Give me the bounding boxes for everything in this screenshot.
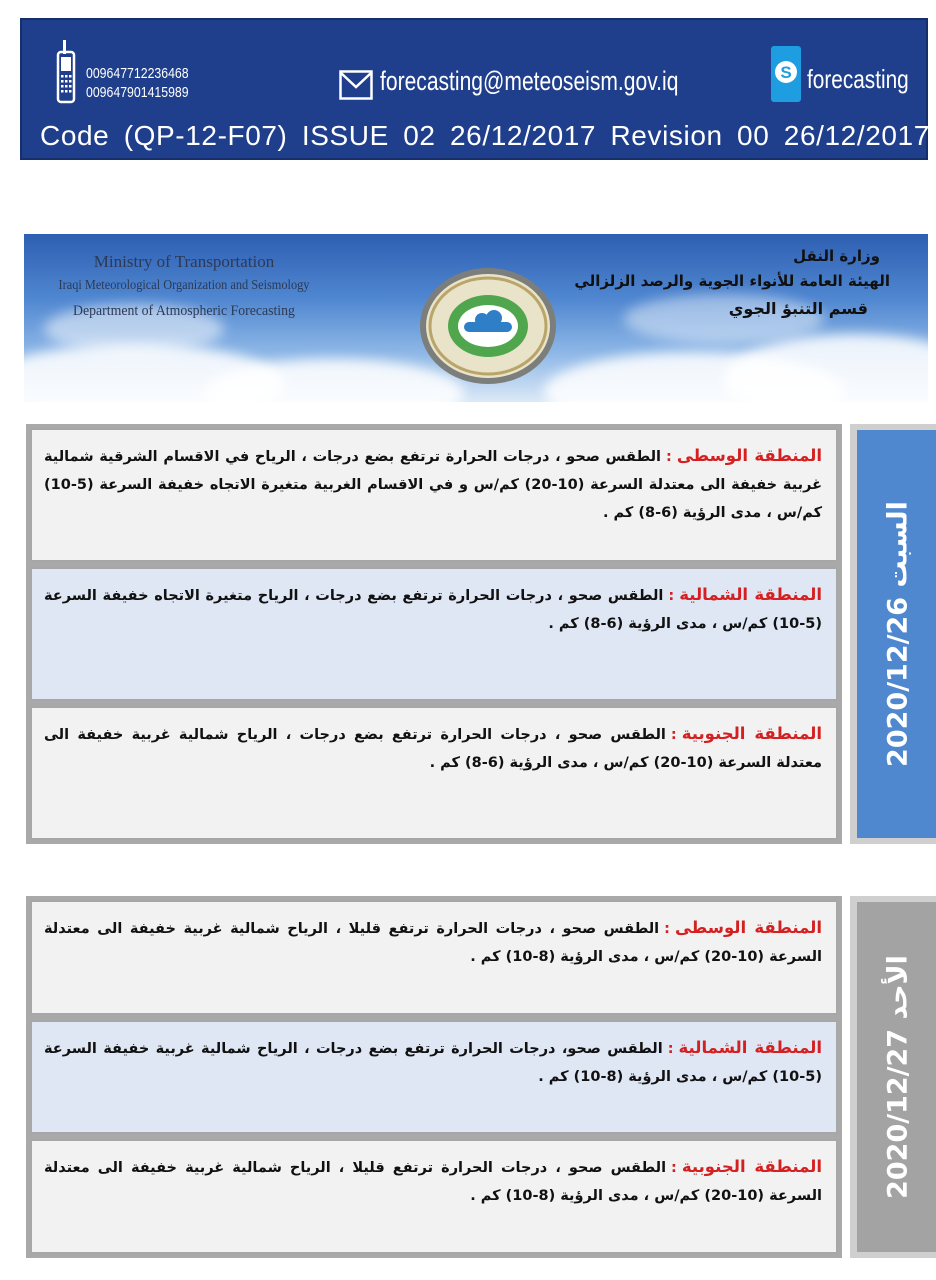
ministry-banner <box>24 234 928 402</box>
region-forecast-central: المنطقة الوسطى:الطقس صحو ، درجات الحرارة ترتفع قليلا ، الرياح شمالية غربية خفيفة الى معتدلة السرعة (10-20) كم/س ، مدى الرؤية (8-10) كم . <box>30 900 838 1015</box>
ministry-name-en: Ministry of Transportation <box>93 252 275 271</box>
email-address[interactable]: forecasting@meteoseism.gov.iq <box>380 66 679 96</box>
region-forecast-text: الطقس صحو ، درجات الحرارة ترتفع بضع درجات ، الرياح متغيرة الاتجاه خفيفة السرعة (5-10) كم/س ، مدى الرؤية (6-8) كم . <box>44 588 822 632</box>
organization-name-en: Iraqi Meteorological Organization and Seismology <box>58 278 310 293</box>
department-name-en: Department of Atmospheric Forecasting <box>73 303 295 319</box>
region-forecast-text: الطقس صحو ، درجات الحرارة ترتفع بضع درجات ، الرياح في الاقسام الشرقية شمالية غربية خفيفة الى معتدلة السرعة (10-20) كم/س و في الاقسام الغربية متغيرة الاتجاه خفيفة السرعة (5-10) كم/س ، مدى الرؤية (6-8) كم . <box>44 449 822 521</box>
department-name-ar: قسم التنبؤ الجوي <box>728 299 868 318</box>
day-date-label: السبت 2020/12/26 <box>882 501 914 767</box>
skype-handle[interactable]: forecasting <box>807 64 909 94</box>
svg-text:S: S <box>780 63 792 82</box>
banner-english-text <box>24 250 344 324</box>
region-name: المنطقة الوسطى <box>676 446 822 465</box>
region-forecast-south: المنطقة الجنوبية:الطقس صحو ، درجات الحرارة ترتفع قليلا ، الرياح شمالية غربية خفيفة الى معتدلة السرعة (10-20) كم/س ، مدى الرؤية (8-10) كم . <box>30 1139 838 1254</box>
region-name: المنطقة الشمالية <box>678 1037 822 1057</box>
region-forecast-text: الطقس صحو ، درجات الحرارة ترتفع بضع درجات ، الرياح شمالية غربية خفيفة الى معتدلة السرعة (10-20) كم/س ، مدى الرؤية (6-8) كم . <box>44 727 822 771</box>
skype-icon <box>771 46 801 102</box>
region-forecast-text: الطقس صحو ، درجات الحرارة ترتفع قليلا ، الرياح شمالية غربية خفيفة الى معتدلة السرعة (10-20) كم/س ، مدى الرؤية (8-10) كم . <box>44 1160 822 1205</box>
region-forecast-text: الطقس صحو، درجات الحرارة ترتفع بضع درجات ، الرياح شمالية غربية خفيفة السرعة (5-10) كم/س ، مدى الرؤية (8-10) كم . <box>44 1040 822 1085</box>
region-list <box>26 896 842 1258</box>
region-list <box>26 424 842 844</box>
region-name: المنطقة الجنوبية <box>681 724 823 743</box>
ministry-name-ar: وزارة النقل <box>793 247 880 265</box>
organization-seal-logo <box>418 266 558 386</box>
document-code-line: Code (QP-12-F07) ISSUE 02 26/12/2017 Revision 00 26/12/2017 <box>40 120 930 151</box>
phone-numbers <box>86 64 189 102</box>
envelope-icon <box>339 70 373 100</box>
date-sidebar <box>850 896 936 1258</box>
region-forecast-central: المنطقة الوسطى:الطقس صحو ، درجات الحرارة ترتفع بضع درجات ، الرياح في الاقسام الشرقية شمالية غربية خفيفة الى معتدلة السرعة (10-20) كم/س و في الاقسام الغربية متغيرة الاتجاه خفيفة السرعة (5-10) كم/س ، مدى الرؤية (6-8) كم . <box>30 428 838 562</box>
region-forecast-text: الطقس صحو ، درجات الحرارة ترتفع قليلا ، الرياح شمالية غربية خفيفة الى معتدلة السرعة (10-20) كم/س ، مدى الرؤية (8-10) كم . <box>44 921 822 965</box>
region-forecast-north: المنطقة الشمالية:الطقس صحو، درجات الحرارة ترتفع بضع درجات ، الرياح شمالية غربية خفيفة السرعة (5-10) كم/س ، مدى الرؤية (8-10) كم . <box>30 1020 838 1135</box>
phone-number-2: 009647901415989 <box>86 84 189 101</box>
region-forecast-south: المنطقة الجنوبية:الطقس صحو ، درجات الحرارة ترتفع بضع درجات ، الرياح شمالية غربية خفيفة الى معتدلة السرعة (10-20) كم/س ، مدى الرؤية (6-8) كم . <box>30 706 838 840</box>
region-name: المنطقة الشمالية <box>679 585 822 604</box>
mobile-phone-icon <box>56 40 76 104</box>
region-name: المنطقة الجنوبية <box>681 1157 823 1177</box>
banner-arabic-text <box>574 244 890 324</box>
contact-header-bar <box>20 18 928 160</box>
phone-number-1: 009647712236468 <box>86 65 189 82</box>
date-sidebar <box>850 424 936 844</box>
organization-name-ar: الهيئة العامة للأنواء الجوية والرصد الزلزالي <box>574 272 890 290</box>
region-forecast-north: المنطقة الشمالية:الطقس صحو ، درجات الحرارة ترتفع بضع درجات ، الرياح متغيرة الاتجاه خفيفة السرعة (5-10) كم/س ، مدى الرؤية (6-8) كم . <box>30 567 838 701</box>
region-name: المنطقة الوسطى <box>674 918 822 937</box>
day-date-label: الأحد 2020/12/27 <box>882 955 914 1199</box>
